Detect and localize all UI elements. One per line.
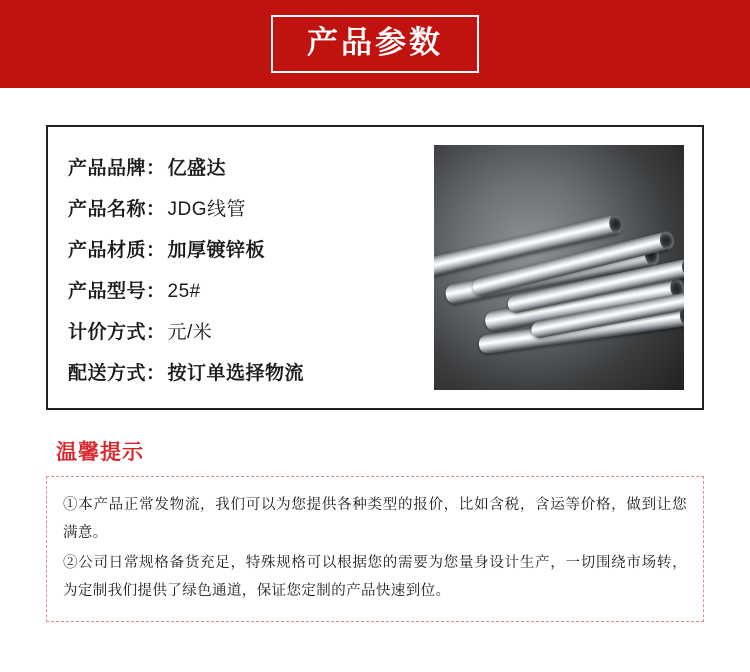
spec-label-model: 产品型号： xyxy=(68,281,166,302)
tip-item: ②公司日常规格备货充足，特殊规格可以根据您的需要为您量身设计生产，一切围绕市场转，为定制我们提供了绿色通道，保证您定制的产品快速到位。 xyxy=(63,555,687,599)
tips-title: 温馨提示 xyxy=(56,441,144,464)
spec-row-brand xyxy=(68,153,428,180)
spec-label-brand: 产品品牌： xyxy=(68,158,166,179)
spec-label-material: 产品材质： xyxy=(68,240,166,261)
spec-row-delivery xyxy=(68,358,428,385)
tips-box xyxy=(46,476,704,622)
product-photo xyxy=(434,145,684,390)
spec-value-brand: 亿盛达 xyxy=(167,158,227,179)
spec-label-pricing: 计价方式： xyxy=(68,322,166,343)
spec-value-material: 加厚镀锌板 xyxy=(167,240,266,261)
spec-value-delivery: 按订单选择物流 xyxy=(167,363,305,384)
spec-value-model: 25# xyxy=(167,281,201,302)
spec-list xyxy=(68,145,428,387)
spec-row-name xyxy=(68,194,428,221)
spec-row-material xyxy=(68,235,428,262)
spec-row-pricing xyxy=(68,317,428,344)
spec-value-pricing: 元/米 xyxy=(167,322,213,343)
banner-title-box xyxy=(271,15,479,73)
spec-value-name: JDG线管 xyxy=(167,199,247,220)
page-title: 产品参数 xyxy=(307,25,443,60)
spec-label-delivery: 配送方式： xyxy=(68,363,166,384)
product-spec-panel xyxy=(46,125,704,410)
page-header-banner xyxy=(0,0,750,88)
spec-label-name: 产品名称： xyxy=(68,199,166,220)
spec-row-model xyxy=(68,276,428,303)
tip-item: ①本产品正常发物流，我们可以为您提供各种类型的报价，比如含税，含运等价格，做到让您满意。 xyxy=(63,497,687,541)
